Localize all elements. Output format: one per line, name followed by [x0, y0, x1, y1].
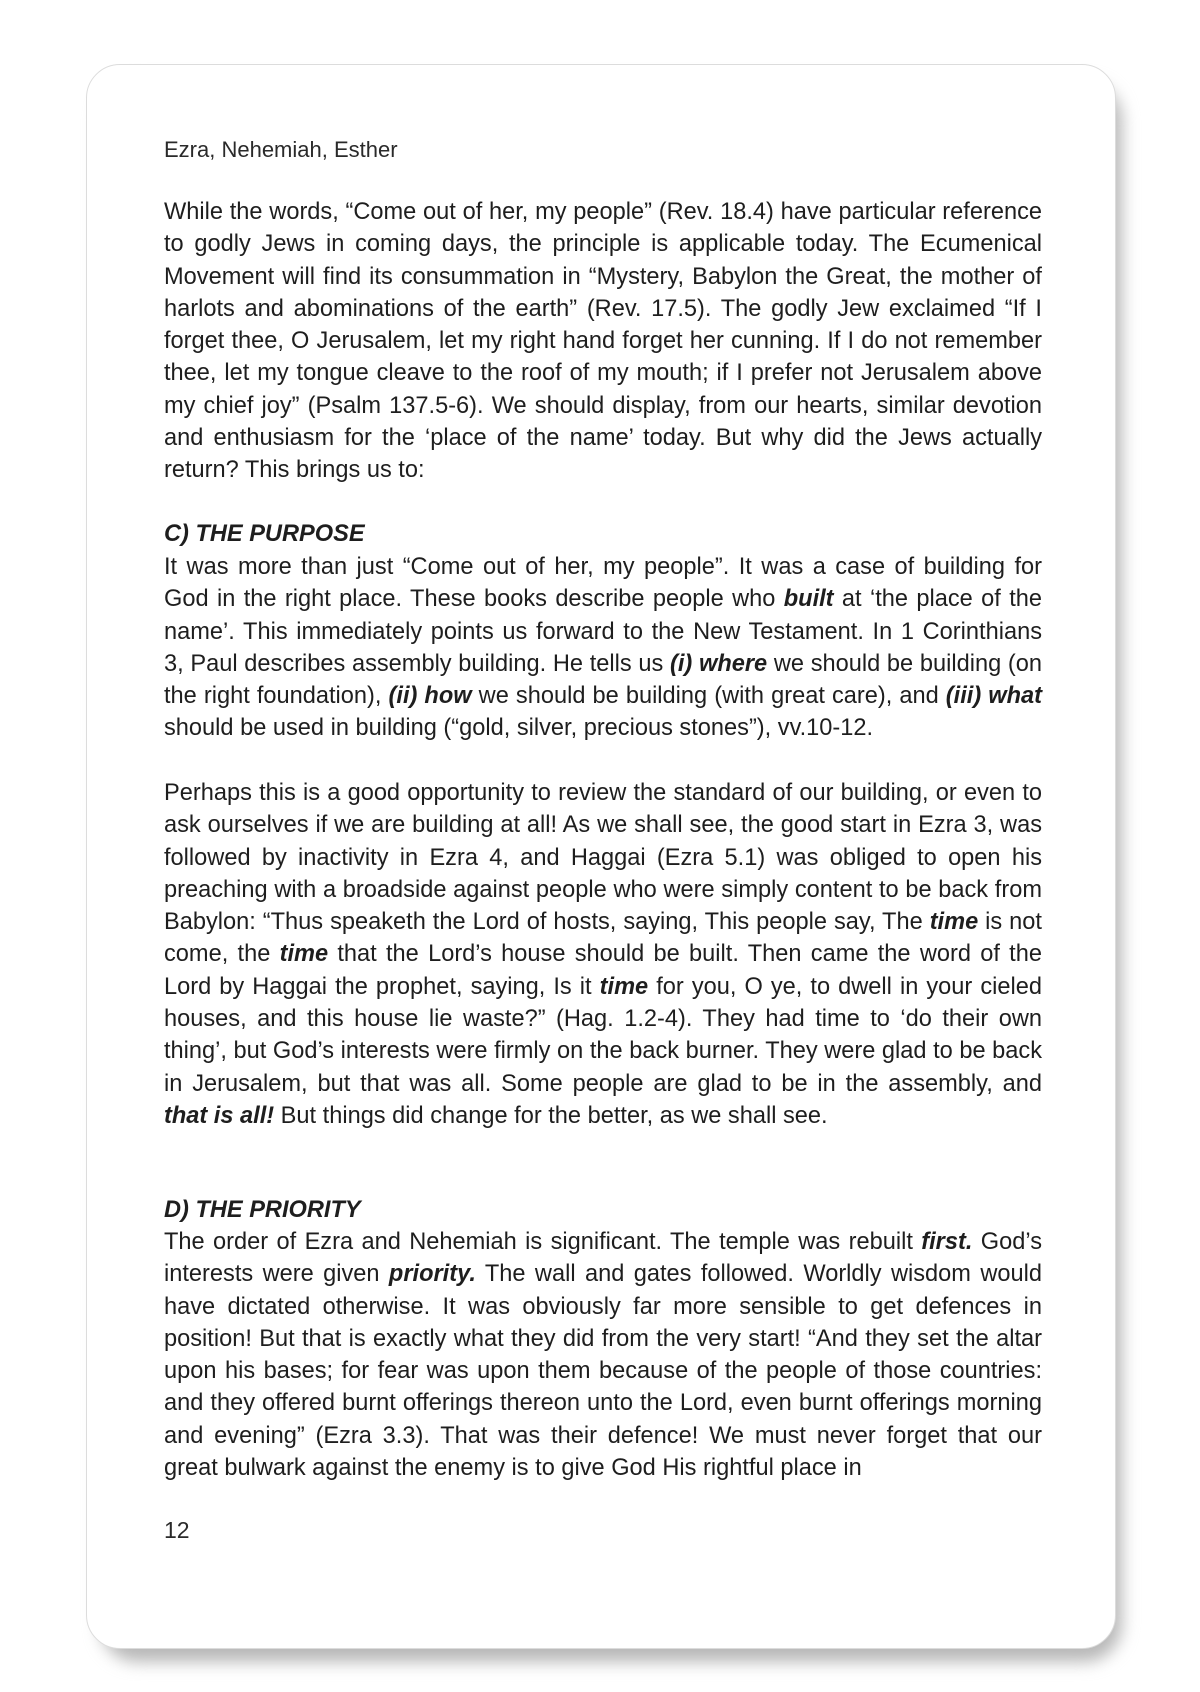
- text-run: It was more than just “Come out of her, my people”. It was a case of building for God in the right place. These books describe people who: [164, 554, 1042, 613]
- running-head: Ezra, Nehemiah, Esther: [164, 137, 398, 162]
- text-run: is not come, the: [164, 909, 1042, 968]
- paragraph-intro: While the words, “Come out of her, my people” (Rev. 18.4) have particular reference to godly Jews in coming days, the principle is applicable today. The Ecumenical Movement will find its consummation in “Mystery, Babylon the Great, the mother of harlots and abominations of the earth” (Rev. 17.5). The godly Jew exclaimed “If I forget thee, O Jerusalem, let my right hand forget her cunning. If I do not remember thee, let my tongue cleave to the roof of my mouth; if I prefer not Jerusalem above my chief joy” (Psalm 137.5-6). We should display, from our hearts, similar devotion and enthusiasm for the ‘place of the name’ today. But why did the Jews actually return? This brings us to:: [164, 199, 1042, 484]
- emphasis-priority: priority.: [388, 1261, 476, 1288]
- text-run: we should be building (with great care), and: [471, 683, 946, 710]
- text-run: that the Lord’s house should be built. Then came the word of the Lord by Haggai the prophet, saying, Is it: [164, 941, 1042, 1000]
- emphasis-time: time: [599, 973, 649, 1000]
- emphasis-time: time: [929, 909, 979, 936]
- page-number: 12: [164, 1517, 190, 1543]
- text-run: should be used in building (“gold, silver, precious stones”), vv.10-12.: [164, 715, 874, 742]
- emphasis-built: built: [783, 586, 834, 613]
- emphasis-where: (i) where: [670, 650, 768, 677]
- text-run: The order of Ezra and Nehemiah is significant. The temple was rebuilt: [164, 1229, 922, 1255]
- text-run: God’s interests were given: [164, 1229, 1043, 1288]
- emphasis-how: (ii) how: [388, 683, 472, 710]
- heading-purpose: C) THE PURPOSE: [164, 521, 365, 547]
- emphasis-what: (iii) what: [945, 683, 1042, 710]
- heading-priority: D) THE PRIORITY: [164, 1197, 361, 1223]
- text-run: But things did change for the better, as we shall see.: [274, 1102, 828, 1129]
- text-run: The wall and gates followed. Worldly wisdom would have dictated otherwise. It was obviously far more sensible to get defences in position! But that is exactly what they did from the very start! “And they set the altar upon his bases; for fear was upon them because of the people of those countries: and they offered burnt offerings thereon unto the Lord, even burnt offerings morning and evening” (Ezra 3.3). That was their defence! We must never forget that our great bulwark against the enemy is to give God His rightful place in: [164, 1261, 1042, 1482]
- text-run: Perhaps this is a good opportunity to review the standard of our building, or even to ask ourselves if we are building at all! As we shall see, the good start in Ezra 3, was followed by inactivity in Ezra 4, and Haggai (Ezra 5.1) was obliged to open his preaching with a broadside against people who were simply content to be back from Babylon: “Thus speaketh the Lord of hosts, saying, This people say, The: [164, 780, 1042, 936]
- paragraph-purpose: [164, 551, 1042, 745]
- paragraph-priority: [164, 1226, 1042, 1484]
- paragraph-review: [164, 777, 1042, 1132]
- text-run: we should be building (on the right foundation),: [164, 650, 1042, 710]
- emphasis-time: time: [279, 941, 329, 968]
- emphasis-that-is-all: that is all!: [164, 1102, 275, 1129]
- emphasis-first: first.: [921, 1229, 973, 1255]
- text-run: for you, O ye, to dwell in your cieled houses, and this house lie waste?” (Hag. 1.2-4). They had time to ‘do their own thing’, but God’s interests were firmly on the back burner. They were glad to be back in Jerusalem, but that was all. Some people are glad to be in the assembly, and: [164, 973, 1042, 1097]
- text-run: at ‘the place of the name’. This immediately points us forward to the New Testament. In 1 Corinthians 3, Paul describes assembly building. He tells us: [164, 586, 1042, 677]
